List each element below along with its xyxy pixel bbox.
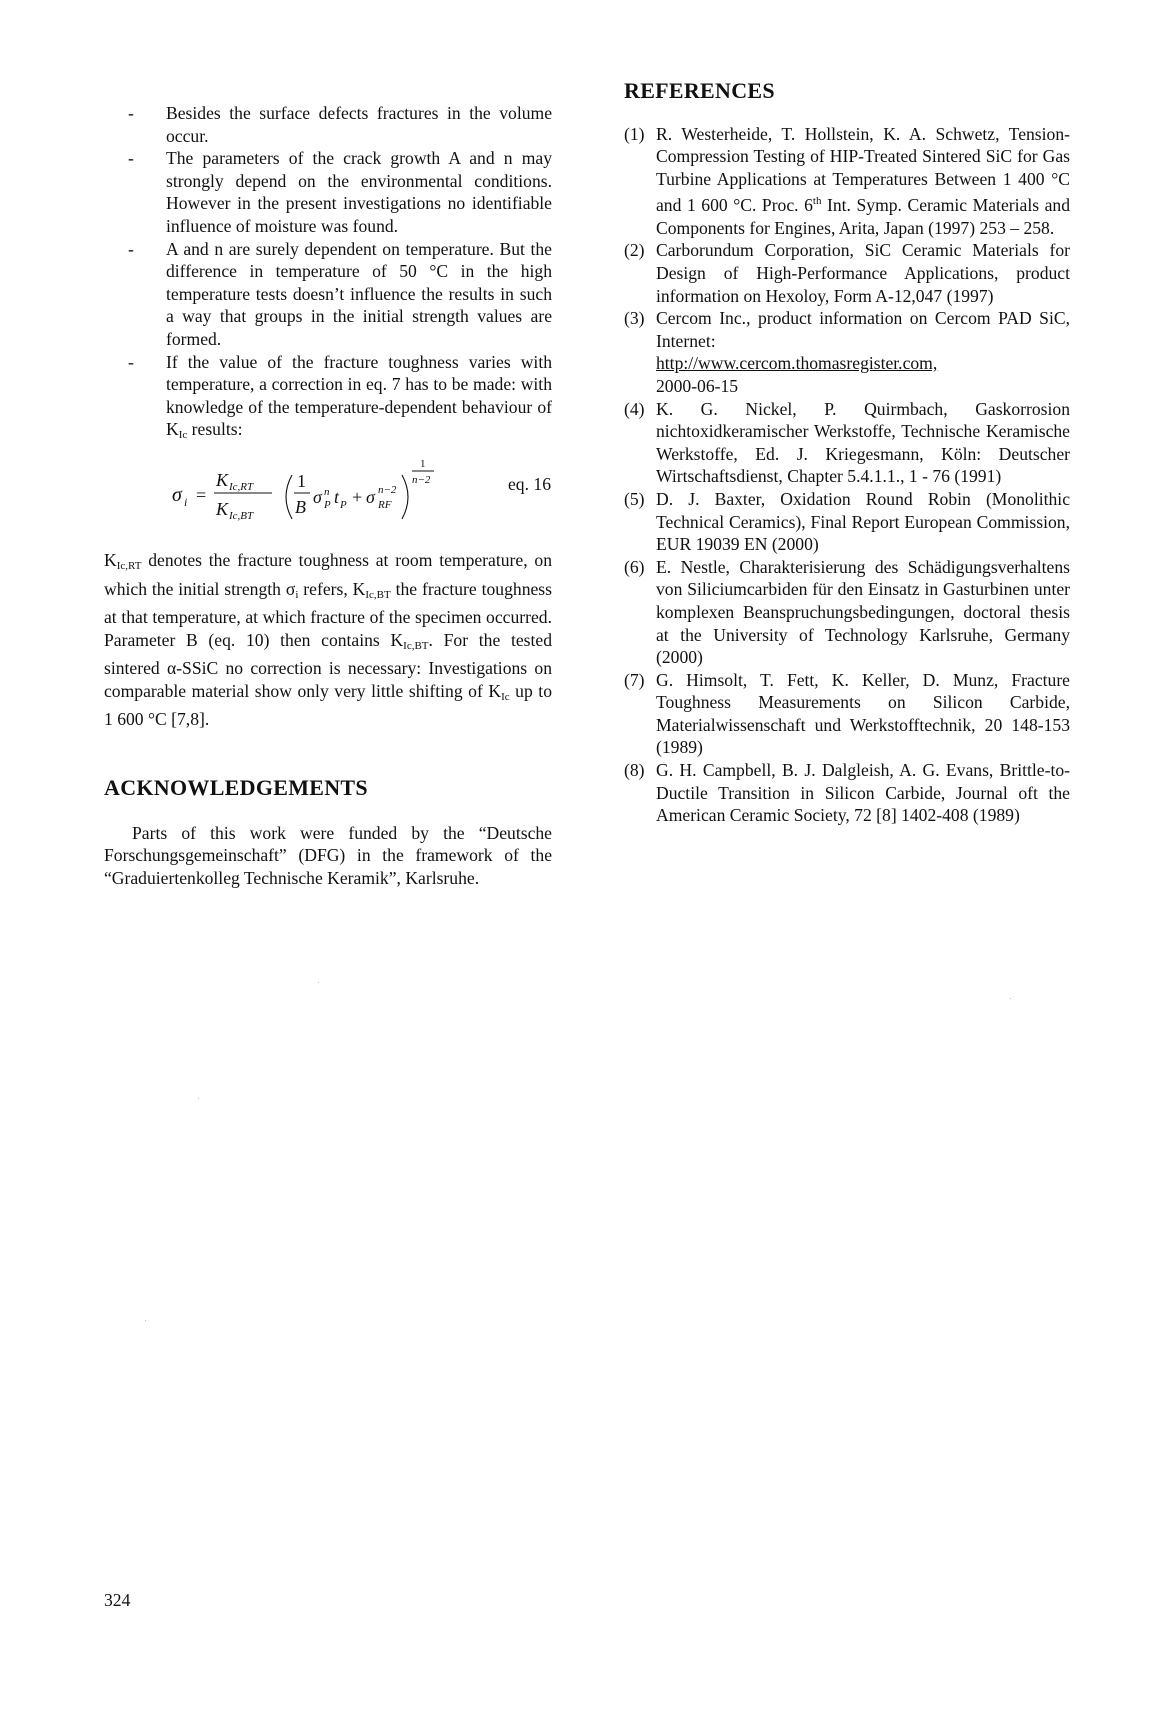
reference-number: (6): [624, 556, 645, 577]
scan-speck: [145, 1320, 146, 1321]
equation-sub-p: P: [324, 498, 331, 511]
equation-sub-rf: RF: [378, 498, 392, 511]
acknowledgements-heading: ACKNOWLEDGEMENTS: [104, 775, 368, 801]
reference-text: R. Westerheide, T. Hollstein, K. A. Schwetz, Tension-Compression Testing of HIP-Treated Sintered SiC for Gas Turbine Applications at Temperatures Between 1 400 °C and 1 600 °C. Proc. 6: [656, 123, 1070, 216]
equation-plus: +: [352, 486, 363, 507]
equation-sup-n-2: n−2: [378, 483, 397, 496]
equation-left-paren: [286, 475, 292, 519]
equation-t: t: [334, 486, 340, 507]
page-number: 324: [104, 1590, 131, 1610]
reference-number: (3): [624, 308, 645, 329]
bullet-text: Besides the surface defects fractures in the volume occur.: [166, 103, 552, 146]
reference-item: [624, 759, 1070, 827]
reference-item: [624, 669, 1070, 759]
text-part: refers, K: [298, 578, 366, 599]
reference-item: [624, 488, 1070, 556]
scan-speck: [198, 1098, 199, 1099]
reference-text: E. Nestle, Charakterisierung des Schädigungsverhaltens von Siliciumcarbiden für den Einsatz in Gasturbinen unter komplexen Beanspruchungsbedingungen, doctoral thesis at the University of Technology Karlsruhe, Germany (2000): [656, 556, 1070, 668]
equation-sub-p2: P: [340, 498, 347, 511]
reference-text: Carborundum Corporation, SiC Ceramic Materials for Design of High-Performance Applications, product information on Hexoloy, Form A-12,047 (1997): [656, 240, 1070, 306]
reference-number: (7): [624, 669, 645, 690]
scan-speck: [318, 982, 319, 983]
text-part: . For the tested sintered α-SSiC no correction is necessary: Investigations on comparable material show only very little shifting of K: [104, 629, 552, 701]
reference-number: (1): [624, 123, 645, 144]
equation-inner-den: B: [295, 496, 306, 517]
bullet-text: The parameters of the crack growth A and n may strongly depend on the environmental conditions. However in the present investigations no identifiable influence of moisture was found.: [166, 148, 552, 236]
bullet-marker: -: [128, 148, 134, 169]
reference-item: [624, 556, 1070, 669]
bullet-text: A and n are surely dependent on temperature. But the difference in temperature of 50 °C in the high temperature tests doesn’t influence the results in such a way that groups in the initial strength values are formed.: [166, 238, 552, 349]
equation-lhs-sub: i: [184, 494, 188, 509]
equation-sigma-rf: σ: [366, 486, 375, 507]
reference-text: G. Himsolt, T. Fett, K. Keller, D. Munz, Fracture Toughness Measurements on Silicon Carbide, Materialwissenschaft und Werkstofftechnik, 20 148-153 (1989): [656, 669, 1070, 758]
subscript: Ic: [501, 690, 510, 703]
reference-text: D. J. Baxter, Oxidation Round Robin (Monolithic Technical Ceramics), Final Report European Commission, EUR 19039 EN (2000): [656, 488, 1070, 555]
equation-lhs: σ: [172, 483, 182, 506]
equation-sup-n: n: [324, 485, 330, 498]
reference-number: (4): [624, 398, 645, 419]
subscript: i: [295, 588, 299, 601]
text-part: denotes the fracture toughness at room temperature, on which the initial strength σ: [104, 549, 552, 599]
bullet-text-part: results:: [187, 419, 243, 440]
bullet-marker: -: [128, 351, 134, 372]
reference-text: K. G. Nickel, P. Quirmbach, Gaskorrosion nichtoxidkeramischer Werkstoffe, Technische Keramische Werkstoffe, Ed. J. Kriegesmann, Köln: Deutscher Wirtschaftsdienst, Chapter 5.4.1.1., 1 - 76 (1991): [656, 398, 1070, 487]
subscript: Ic,BT: [403, 639, 429, 652]
equation-den: K: [216, 498, 229, 519]
reference-list: [624, 123, 1070, 827]
equation-num-sub: Ic,RT: [229, 480, 254, 493]
reference-text: Cercom Inc., product information on Cercom PAD SiC, Internet:: [656, 308, 1070, 351]
bullet-marker: -: [128, 238, 134, 259]
references-heading: REFERENCES: [624, 78, 775, 103]
reference-number: (2): [624, 240, 645, 261]
reference-item: [624, 307, 1070, 397]
equation-equals: =: [196, 484, 207, 505]
reference-superscript: th: [812, 195, 822, 208]
bullet-text: [166, 352, 552, 440]
equation-num: K: [216, 469, 229, 490]
equation-right-paren: [402, 475, 408, 519]
bullet-item: [104, 351, 552, 447]
left-column: [104, 102, 552, 889]
bullet-marker: -: [128, 103, 134, 123]
reference-item: [624, 239, 1070, 307]
subscript: Ic,BT: [365, 588, 391, 601]
reference-number: (5): [624, 488, 645, 509]
equation-label: eq. 16: [508, 473, 551, 494]
bullet-text-part: If the value of the fracture toughness varies with temperature, a correction in eq. 7 has to be made: with knowledge of the temperature-dependent behaviour of K: [166, 351, 552, 440]
acknowledgements-text: Parts of this work were funded by the “Deutsche Forschungsgemeinschaft” (DFG) in the framework of the “Graduiertenkolleg Technische Keramik”, Karlsruhe.: [104, 822, 552, 888]
bullet-subscript: Ic: [178, 429, 188, 442]
text-part: K: [104, 549, 117, 570]
bullet-item: [104, 238, 552, 351]
reference-text: 2000-06-15: [656, 375, 739, 396]
text-part: up to 1 600 °C [7,8].: [104, 680, 552, 730]
equation-svg: [172, 453, 502, 531]
reference-text: G. H. Campbell, B. J. Dalgleish, A. G. Evans, Brittle-to-Ductile Transition in Silicon Carbide, Journal oft the American Ceramic Society, 72 [8] 1402-408 (1989): [656, 760, 1070, 826]
subscript: Ic,RT: [116, 559, 142, 572]
bullet-item: [104, 147, 552, 237]
reference-item: [624, 123, 1070, 240]
right-column: [624, 80, 1070, 827]
equation-den-sub: Ic,BT: [229, 509, 254, 522]
equation-16: [104, 453, 552, 531]
equation-exp-num: 1: [420, 457, 426, 470]
reference-link[interactable]: http://www.cercom.thomasregister.com,: [656, 353, 938, 374]
bullet-list: [104, 102, 552, 447]
text-part: the fracture toughness at that temperature, at which fracture of the specimen occurred. Parameter B (eq. 10) then contains K: [104, 578, 552, 650]
reference-text: Int. Symp. Ceramic Materials and Components for Engines, Arita, Japan (1997) 253 – 258.: [656, 195, 1070, 238]
equation-inner-num: 1: [297, 470, 306, 491]
reference-number: (8): [624, 760, 645, 781]
scan-speck: [1010, 998, 1011, 999]
toughness-paragraph: [104, 549, 552, 731]
reference-item: [624, 398, 1070, 488]
equation-exp-den: n−2: [412, 473, 431, 486]
bullet-item: [104, 102, 552, 147]
equation-sigma-p: σ: [313, 486, 322, 507]
